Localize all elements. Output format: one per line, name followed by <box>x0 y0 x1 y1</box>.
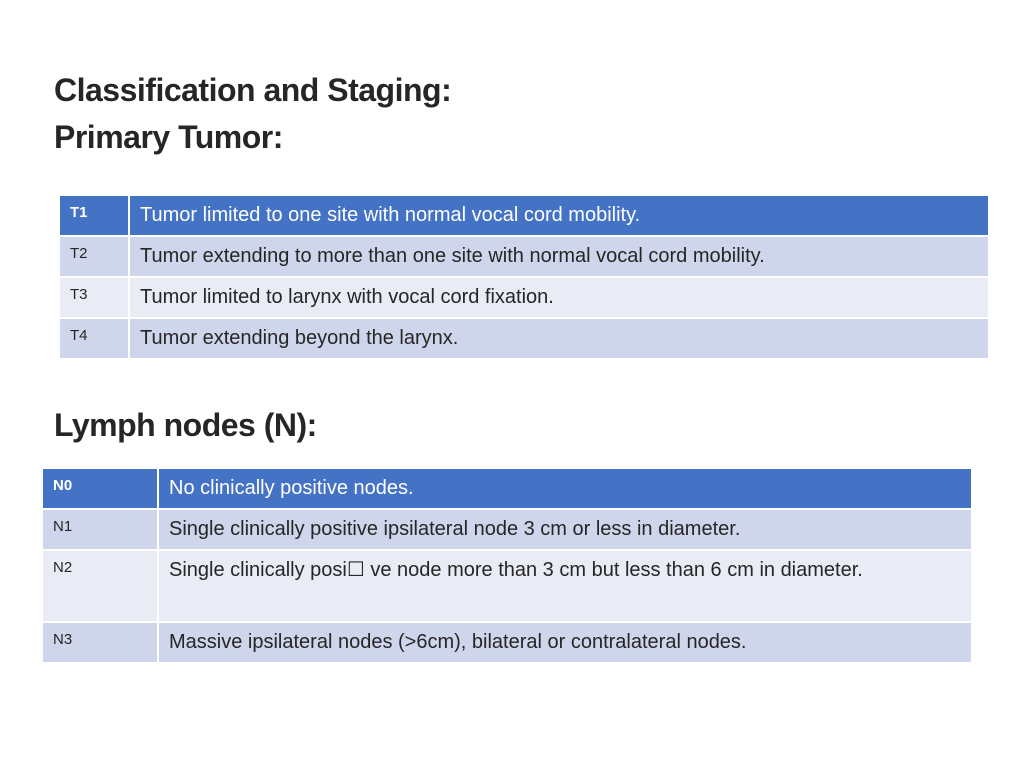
table-row <box>43 623 973 664</box>
stage-code: T2 <box>60 237 130 278</box>
lymph-nodes-heading: Lymph nodes (N): <box>54 407 317 443</box>
stage-code: T4 <box>60 319 130 360</box>
table-row <box>43 551 973 623</box>
primary-tumor-table <box>60 196 990 360</box>
stage-description: Tumor extending beyond the larynx. <box>130 319 990 360</box>
stage-code: N1 <box>43 510 159 551</box>
stage-description: Tumor extending to more than one site with normal vocal cord mobility. <box>130 237 990 278</box>
stage-code: N2 <box>43 551 159 623</box>
stage-description: No clinically positive nodes. <box>159 469 973 510</box>
stage-code: T3 <box>60 278 130 319</box>
stage-description: Single clinically posi☐ ve node more than 3 cm but less than 6 cm in diameter. <box>159 551 973 623</box>
page-title <box>54 67 451 161</box>
title-line-classification: Classification and Staging: <box>54 72 452 108</box>
stage-code: N0 <box>43 469 159 510</box>
stage-description: Single clinically positive ipsilateral node 3 cm or less in diameter. <box>159 510 973 551</box>
table-row <box>60 237 990 278</box>
stage-code: T1 <box>60 196 130 237</box>
table-row <box>43 510 973 551</box>
stage-description: Massive ipsilateral nodes (>6cm), bilateral or contralateral nodes. <box>159 623 973 664</box>
stage-description: Tumor limited to one site with normal vocal cord mobility. <box>130 196 990 237</box>
table-row <box>60 319 990 360</box>
stage-description: Tumor limited to larynx with vocal cord fixation. <box>130 278 990 319</box>
table-row <box>43 469 973 510</box>
lymph-nodes-table <box>43 469 973 664</box>
table-row <box>60 278 990 319</box>
title-line-primary-tumor: Primary Tumor: <box>54 119 283 155</box>
stage-code: N3 <box>43 623 159 664</box>
table-row <box>60 196 990 237</box>
